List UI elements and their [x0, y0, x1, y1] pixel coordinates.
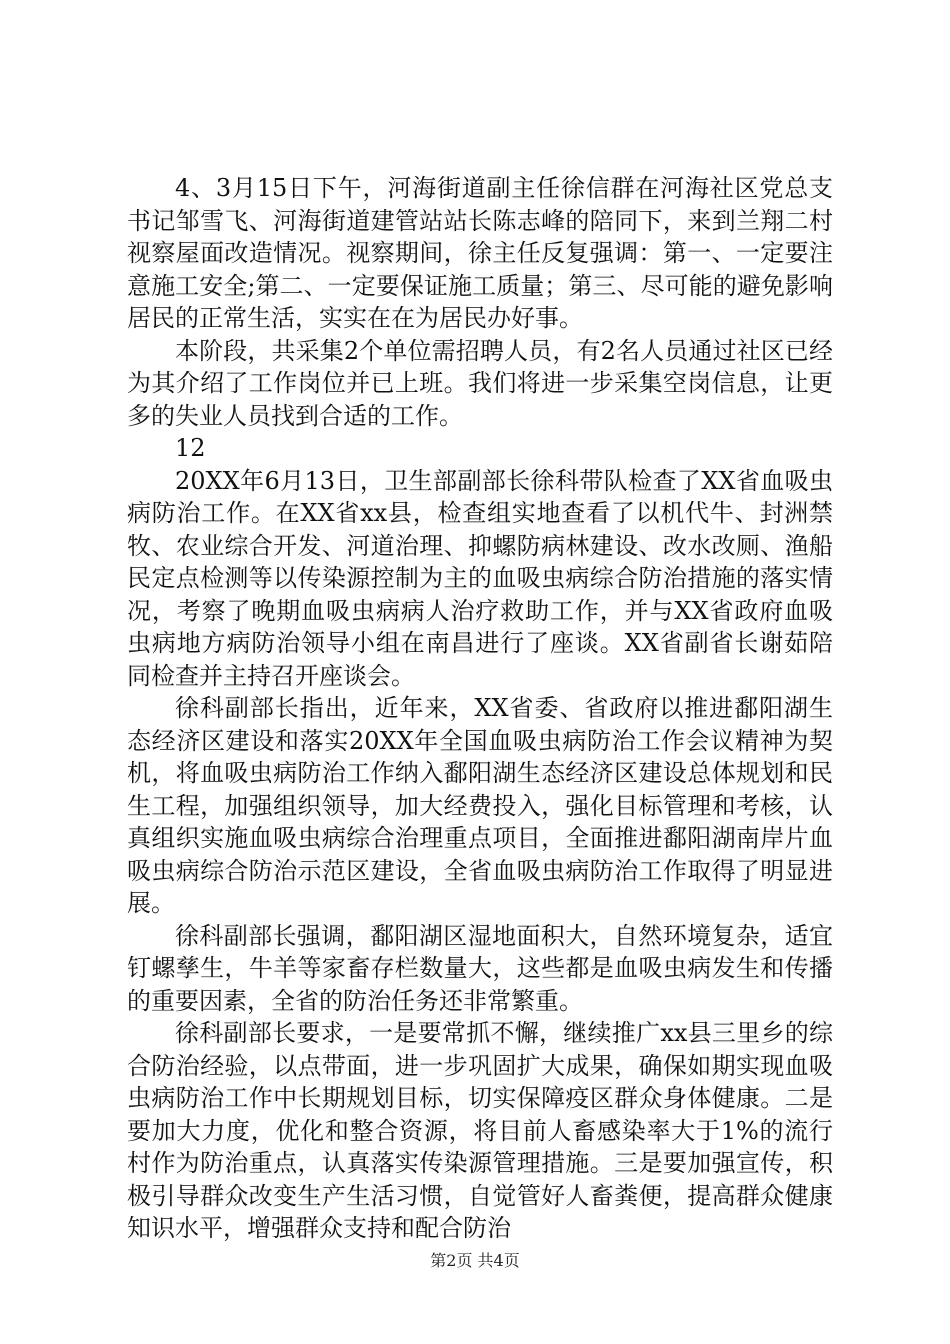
- paragraph-2: 本阶段，共采集2个单位需招聘人员，有2名人员通过社区已经为其介绍了工作岗位并已上班。我们将进一步采集空岗信息，让更多的失业人员找到合适的工作。: [127, 336, 833, 430]
- page-number-footer: 第2页 共4页: [430, 1251, 520, 1270]
- paragraph-1: 4、3月15日下午，河海街道副主任徐信群在河海社区党总支书记邹雪飞、河海街道建管站站长陈志峰的陪同下，来到兰翔二村视察屋面改造情况。视察期间，徐主任反复强调：第一、一定要注意施工安全;第二、一定要保证施工质量；第三、尽可能的避免影响居民的正常生活，实实在在为居民办好事。: [127, 174, 833, 332]
- paragraph-4: 20XX年6月13日，卫生部副部长徐科带队检查了XX省血吸虫病防治工作。在XX省xx县，检查组实地查看了以机代牛、封洲禁牧、农业综合开发、河道治理、抑螺防病林建设、改水改厕、渔船民定点检测等以传染源控制为主的血吸虫病综合防治措施的落实情况，考察了晚期血吸虫病病人治疗救助工作，并与XX省政府血吸虫病地方病防治领导小组在南昌进行了座谈。XX省副省长谢茹陪同检查并主持召开座谈会。: [127, 466, 833, 690]
- paragraph-6: 徐科副部长强调，鄱阳湖区湿地面积大，自然环境复杂，适宜钉螺孳生，牛羊等家畜存栏数量大，这些都是血吸虫病发生和传播的重要因素，全省的防治任务还非常繁重。: [127, 921, 833, 1015]
- paragraph-5: 徐科副部长指出，近年来，XX省委、省政府以推进鄱阳湖生态经济区建设和落实20XX年全国血吸虫病防治工作会议精神为契机，将血吸虫病防治工作纳入鄱阳湖生态经济区建设总体规划和民生工程，加强组织领导，加大经费投入，强化目标管理和考核，认真组织实施血吸虫病综合治理重点项目，全面推进鄱阳湖南岸片血吸虫病综合防治示范区建设，全省血吸虫病防治工作取得了明显进展。: [127, 694, 833, 917]
- paragraph-7: 徐科副部长要求，一是要常抓不懈，继续推广xx县三里乡的综合防治经验，以点带面，进一步巩固扩大成果，确保如期实现血吸虫病防治工作中长期规划目标，切实保障疫区群众身体健康。二是要加大力度，优化和整合资源，将目前人畜感染率大于1%的流行村作为防治重点，认真落实传染源管理措施。三是要加强宣传，积极引导群众改变生产生活习惯，自觉管好人畜粪便，提高群众健康知识水平，增强群众支持和配合防治: [127, 1019, 833, 1242]
- document-body: [127, 172, 833, 1245]
- paragraph-3: 12: [175, 434, 206, 462]
